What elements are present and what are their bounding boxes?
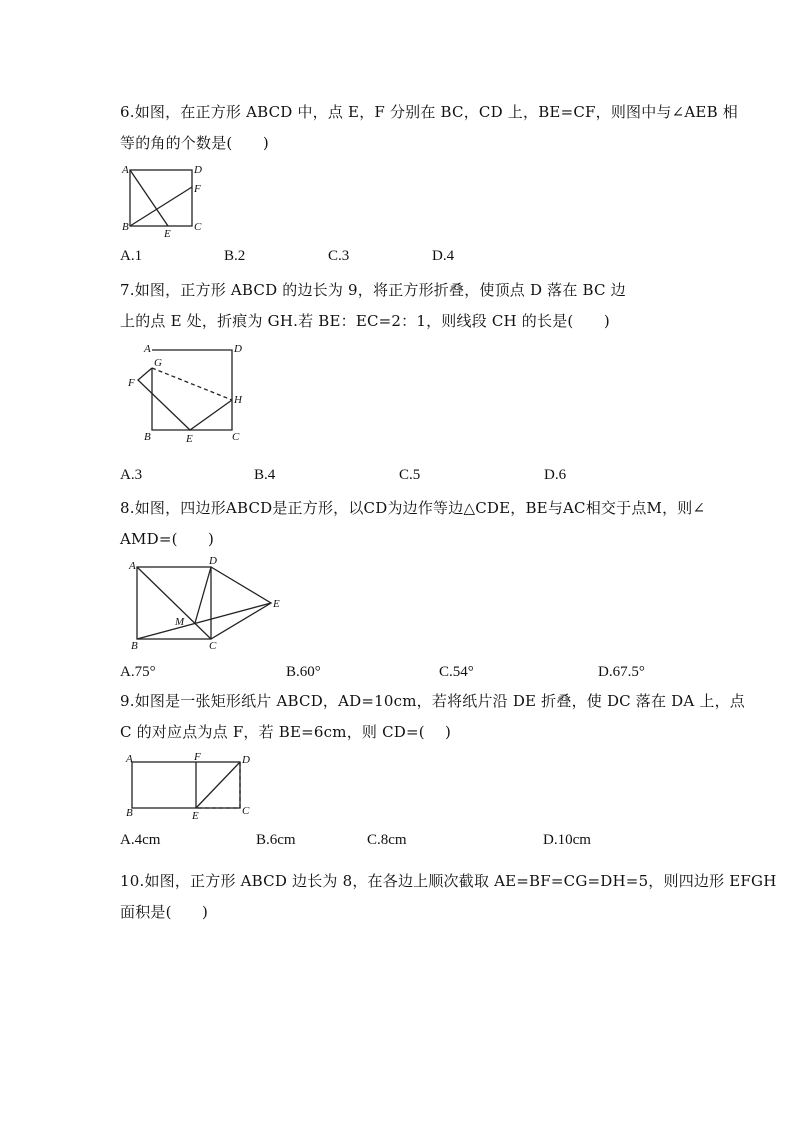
q8-label-d: D bbox=[209, 555, 217, 567]
q9-option-a[interactable]: A.4cm bbox=[120, 832, 161, 848]
q6-label-e: E bbox=[164, 228, 171, 240]
q9-label-c: C bbox=[242, 805, 250, 817]
q7-label-d: D bbox=[234, 343, 242, 355]
q7-label-f: F bbox=[128, 377, 135, 389]
q6-figure bbox=[120, 160, 210, 240]
q6-segment-bf bbox=[130, 187, 192, 226]
q6-segment-ae bbox=[130, 170, 168, 226]
q6-option-a[interactable]: A.1 bbox=[120, 248, 143, 264]
q7-option-d[interactable]: D.6 bbox=[544, 467, 567, 483]
q8-triangle-sides bbox=[211, 567, 271, 639]
q6-option-b[interactable]: B.2 bbox=[224, 248, 246, 264]
q9-crease-de bbox=[196, 762, 240, 808]
q7-option-a[interactable]: A.3 bbox=[120, 467, 143, 483]
q7-square bbox=[152, 350, 232, 430]
q9-label-d: D bbox=[242, 754, 250, 766]
q7-label-g: G bbox=[154, 357, 162, 369]
q8-label-c: C bbox=[209, 640, 217, 652]
q8-option-d[interactable]: D.67.5° bbox=[598, 664, 645, 680]
q7-label-h: H bbox=[234, 394, 242, 406]
q8-diagonal-ac bbox=[137, 567, 211, 639]
q9-label-e: E bbox=[192, 810, 199, 822]
q6-label-c: C bbox=[194, 221, 202, 233]
q9-label-a: A bbox=[126, 753, 133, 765]
q9-option-d[interactable]: D.10cm bbox=[543, 832, 591, 848]
q10-stem-line1: 10.如图，正方形 ABCD 边长为 8，在各边上顺次截取 AE=BF=CG=DH=5，则四边形 EFGH bbox=[120, 872, 777, 890]
q6-label-b: B bbox=[122, 221, 129, 233]
q7-label-b: B bbox=[144, 431, 151, 443]
q8-label-b: B bbox=[131, 640, 138, 652]
q8-stem-line1: 8.如图，四边形ABCD是正方形，以CD为边作等边△CDE，BE与AC相交于点M，则∠ bbox=[120, 499, 706, 517]
q6-stem-line2: 等的角的个数是( ) bbox=[120, 134, 269, 152]
q9-label-b: B bbox=[126, 807, 133, 819]
q9-rectangle-abef bbox=[132, 762, 240, 808]
q8-option-c[interactable]: C.54° bbox=[439, 664, 474, 680]
q6-label-a: A bbox=[122, 164, 129, 176]
q6-option-c[interactable]: C.3 bbox=[328, 248, 350, 264]
q8-option-b[interactable]: B.60° bbox=[286, 664, 321, 680]
q7-label-c: C bbox=[232, 431, 240, 443]
q7-figure bbox=[120, 340, 260, 450]
q9-figure bbox=[120, 752, 260, 824]
q9-stem-line1: 9.如图是一张矩形纸片 ABCD，AD=10cm，若将纸片沿 DE 折叠，使 DC 落在 DA 上，点 bbox=[120, 692, 746, 710]
q6-label-f: F bbox=[194, 183, 201, 195]
q7-stem-line2: 上的点 E 处，折痕为 GH.若 BE：EC=2：1，则线段 CH 的长是( ) bbox=[120, 312, 610, 330]
q8-label-a: A bbox=[129, 560, 136, 572]
q8-label-m: M bbox=[175, 616, 185, 628]
q6-square bbox=[130, 170, 192, 226]
q9-option-c[interactable]: C.8cm bbox=[367, 832, 407, 848]
q8-option-a[interactable]: A.75° bbox=[120, 664, 156, 680]
q8-figure bbox=[125, 557, 295, 657]
q7-crease-gh bbox=[152, 368, 232, 400]
q8-segment-dm bbox=[195, 567, 211, 623]
q7-option-c[interactable]: C.5 bbox=[399, 467, 421, 483]
q7-stem-line1: 7.如图，正方形 ABCD 的边长为 9，将正方形折叠，使顶点 D 落在 BC 边 bbox=[120, 281, 626, 299]
q10-stem-line2: 面积是( ) bbox=[120, 903, 209, 921]
q8-segment-be bbox=[137, 603, 271, 639]
q8-label-e: E bbox=[273, 598, 280, 610]
q9-label-f: F bbox=[194, 751, 201, 763]
q9-stem-line2: C 的对应点为点 F，若 BE=6cm，则 CD=( ) bbox=[120, 723, 452, 741]
q9-option-b[interactable]: B.6cm bbox=[256, 832, 296, 848]
q8-stem-line2: AMD=( ) bbox=[120, 530, 215, 548]
q6-option-d[interactable]: D.4 bbox=[432, 248, 455, 264]
q7-label-a: A bbox=[144, 343, 151, 355]
q7-option-b[interactable]: B.4 bbox=[254, 467, 276, 483]
q7-label-e: E bbox=[186, 433, 193, 445]
q6-stem-line1: 6.如图，在正方形 ABCD 中，点 E，F 分别在 BC，CD 上，BE=CF，则图中与∠AEB 相 bbox=[120, 103, 738, 121]
q6-label-d: D bbox=[194, 164, 202, 176]
